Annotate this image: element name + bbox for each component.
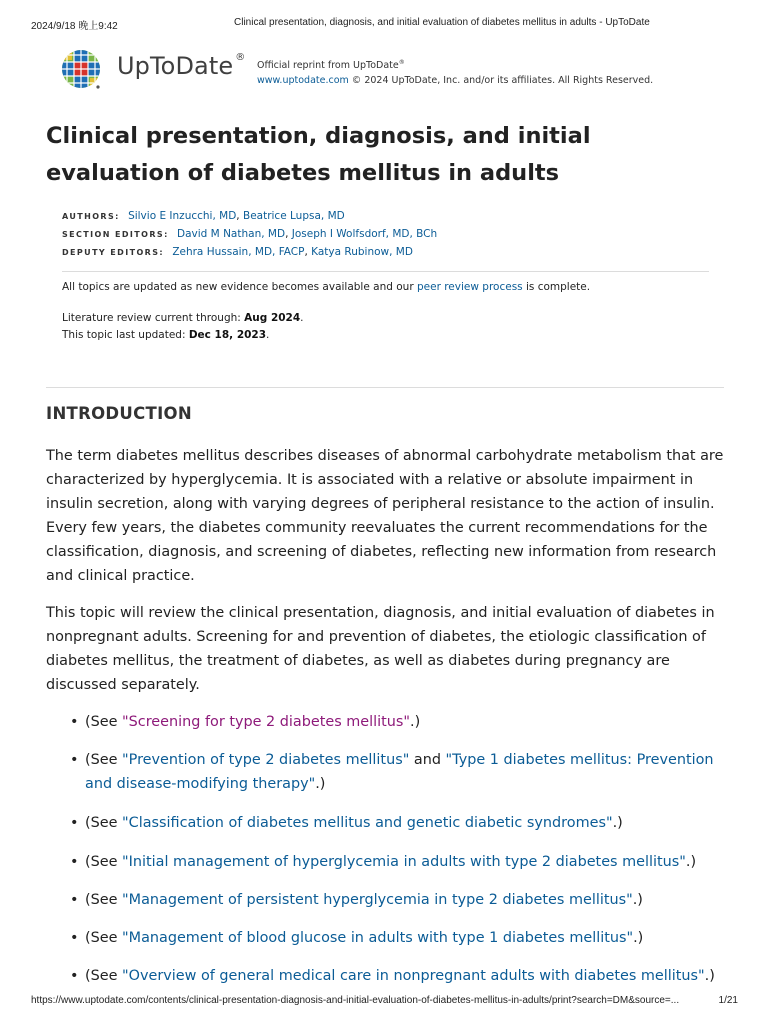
topic-link-persistent-hyperglycemia[interactable]: "Management of persistent hyperglycemia in type 2 diabetes mellitus" [122,891,633,908]
topic-title: Clinical presentation, diagnosis, and initial evaluation of diabetes mellitus in adults [46,123,591,186]
peer-review-note: All topics are updated as new evidence becomes available and our peer review process is complete. [62,281,591,293]
literature-review-date: Literature review current through: Aug 2024. [62,312,304,324]
copyright-text: © 2024 UpToDate, Inc. and/or its affiliates. All Rights Reserved. [348,75,654,87]
topic-link-screening-type2[interactable]: "Screening for type 2 diabetes mellitus" [122,714,411,730]
topic-link-general-care[interactable]: "Overview of general medical care in nonpregnant adults with diabetes mellitus" [122,968,705,985]
last-updated-date: This topic last updated: Dec 18, 2023. [62,328,270,341]
brand-name: UpToDate ® [117,52,246,80]
list-item: • (See "Prevention of type 2 diabetes mellitus" and "Type 1 diabetes mellitus: Prevention and disease-modifying therapy".) [70,752,714,793]
authors-row: AUTHORS: Silvio E Inzucchi, MD, Beatrice Lupsa, MD [62,210,345,222]
review-dates [62,310,304,343]
section-editor-link[interactable]: David M Nathan, MD [177,227,286,240]
deputy-editors-label: DEPUTY EDITORS: [62,247,164,257]
uptodate-site-link[interactable]: www.uptodate.com [257,75,349,87]
reprint-notice: Official reprint from UpToDate® www.uptodate.com © 2024 UpToDate, Inc. and/or its affiliates. All Rights Reserved. [257,59,654,87]
divider [62,271,709,272]
section-heading-introduction: INTRODUCTION [46,404,192,423]
list-item: • (See "Initial management of hyperglycemia in adults with type 2 diabetes mellitus".) [70,853,697,870]
deputy-editor-link[interactable]: Zehra Hussain, MD, FACP [172,245,305,258]
divider [46,387,724,388]
reprint-line: Official reprint from UpToDate [257,60,399,72]
list-item: • (See "Management of persistent hyperglycemia in type 2 diabetes mellitus".) [70,891,643,908]
print-date: 2024/9/18 晚上9:42 [31,21,118,32]
topic-link-initial-management[interactable]: "Initial management of hyperglycemia in adults with type 2 diabetes mellitus" [122,853,686,870]
uptodate-globe-icon [60,48,102,90]
peer-review-link[interactable]: peer review process [416,281,523,293]
section-editors-row: SECTION EDITORS: David M Nathan, MD, Joseph I Wolfsdorf, MD, BCh [62,227,438,240]
section-editors-label: SECTION EDITORS: [62,229,169,239]
topic-credits [62,208,437,261]
author-link[interactable]: Beatrice Lupsa, MD [242,210,345,222]
print-doc-title: Clinical presentation, diagnosis, and initial evaluation of diabetes mellitus in adults - UpToDate [234,17,650,28]
topic-link-type1-prevention[interactable]: "Type 1 diabetes mellitus: Prevention and disease-modifying therapy" [85,752,714,793]
list-item: • (See "Management of blood glucose in adults with type 1 diabetes mellitus".) [70,930,644,947]
list-item: • (See "Screening for type 2 diabetes mellitus".) [70,714,421,730]
intro-paragraph: This topic will review the clinical presentation, diagnosis, and initial evaluation of diabetes in nonpregnant adults. Screening for and prevention of diabetes, the etiologic classification of diabetes mellitus, the treatment of diabetes, as well as diabetes during pregnancy are discussed separately. [46,605,715,693]
topic-link-classification[interactable]: "Classification of diabetes mellitus and genetic diabetic syndromes" [122,815,613,832]
related-topics-list [46,710,736,1003]
deputy-editors-row: DEPUTY EDITORS: Zehra Hussain, MD, FACP, Katya Rubinow, MD [62,245,413,258]
topic-link-type1-glucose[interactable]: "Management of blood glucose in adults with type 1 diabetes mellitus" [122,930,634,947]
list-item: • (See "Overview of general medical care in nonpregnant adults with diabetes mellitus".) [70,968,715,985]
print-url: https://www.uptodate.com/contents/clinical-presentation-diagnosis-and-initial-evaluation-of-diabetes-mellitus-in-adults/print?search=DM&source=... [31,995,680,1006]
section-editor-link[interactable]: Joseph I Wolfsdorf, MD, BCh [291,227,438,240]
topic-link-prevention-type2[interactable]: "Prevention of type 2 diabetes mellitus" [122,752,410,769]
list-item: • (See "Classification of diabetes mellitus and genetic diabetic syndromes".) [70,815,623,832]
deputy-editor-link[interactable]: Katya Rubinow, MD [311,245,413,258]
intro-paragraph: The term diabetes mellitus describes diseases of abnormal carbohydrate metabolism that are characterized by hyperglycemia. It is associated with a relative or absolute impairment in insulin secretion, along with varying degrees of peripheral resistance to the action of insulin. Every few years, the diabetes community reevaluates the current recommendations for the classification, diagnosis, and screening of diabetes, reflecting new information from research and clinical practice. [46,448,724,584]
page-number: 1/21 [718,995,738,1006]
author-link[interactable]: Silvio E Inzucchi, MD [128,210,237,222]
authors-label: AUTHORS: [62,212,120,221]
